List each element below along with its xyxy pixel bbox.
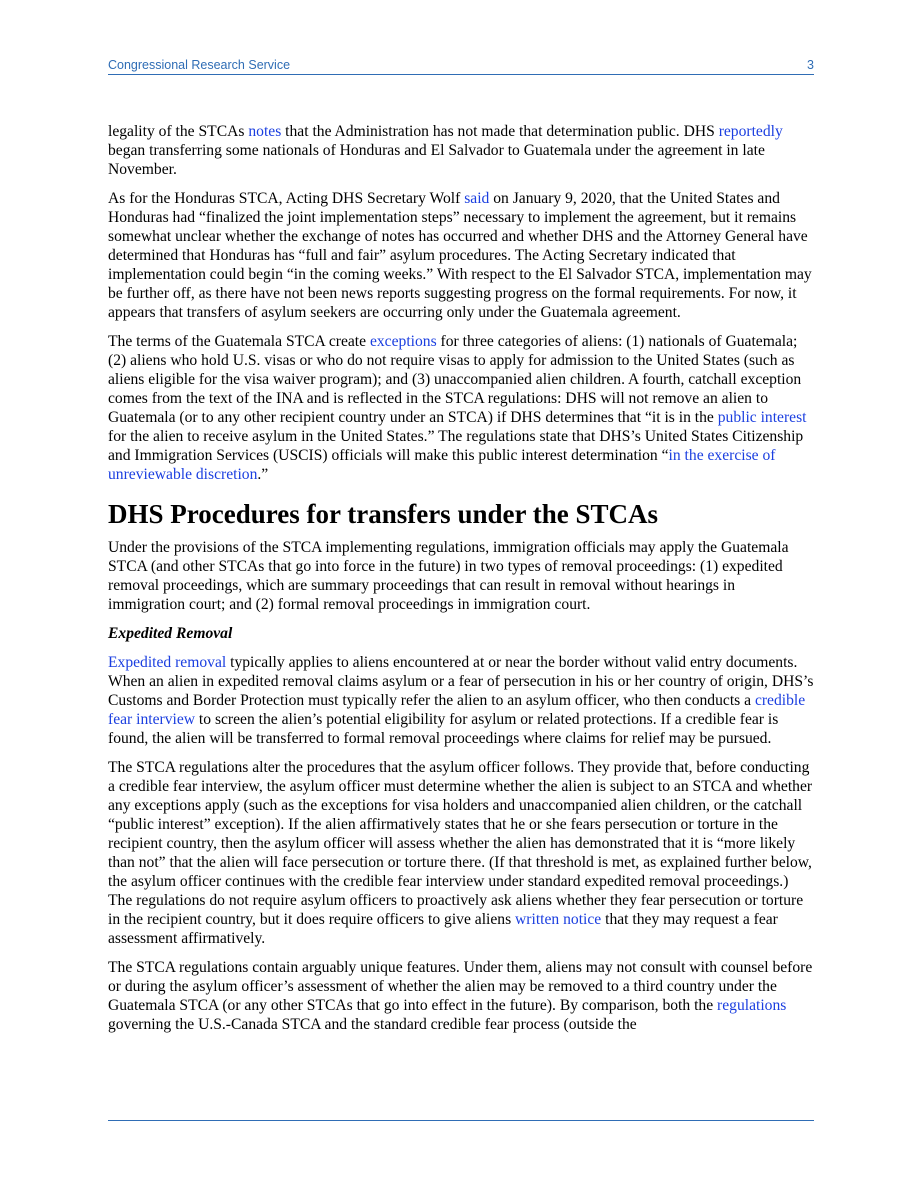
said-link[interactable]: said <box>464 190 490 207</box>
subheading-expedited-removal: Expedited Removal <box>108 625 233 642</box>
unreviewable-discretion-link[interactable]: in the exercise of unreviewable discretion <box>108 447 776 483</box>
paragraph-1: legality of the STCAs notes that the Administration has not made that determination public. DHS reportedly began transferring some nationals of Honduras and El Salvador to Guatemala under the agreement in late November. <box>108 123 783 178</box>
footer-divider <box>108 1120 814 1121</box>
expedited-removal-link[interactable]: Expedited removal <box>108 654 227 671</box>
header-source: Congressional Research Service <box>108 58 291 72</box>
written-notice-link[interactable]: written notice <box>515 911 602 928</box>
notes-link[interactable]: notes <box>248 123 282 140</box>
paragraph-5: Expedited removal typically applies to aliens encountered at or near the border without valid entry documents. When an alien in expedited removal claims asylum or a fear of persecution in his or her country of origin, DHS’s Customs and Border Protection must typically refer the alien to an asylum officer, who then conducts a credible fear interview to screen the alien’s potential eligibility for asylum or related protections. If a credible fear is found, the alien will be transferred to formal removal proceedings where claims for relief may be pursued. <box>108 654 814 747</box>
paragraph-4: Under the provisions of the STCA implementing regulations, immigration officials may apply the Guatemala STCA (and other STCAs that go into force in the future) in two types of removal proceedings: (1) expedited removal proceedings, which are summary proceedings that can result in removal without hearings in immigration court; and (2) formal removal proceedings in immigration court. <box>108 539 789 613</box>
header-divider <box>108 74 814 75</box>
exceptions-link[interactable]: exceptions <box>369 333 437 350</box>
section-heading: DHS Procedures for transfers under the STCAs <box>108 499 658 529</box>
paragraph-7: The STCA regulations contain arguably unique features. Under them, aliens may not consult with counsel before or during the asylum officer’s assessment of whether the alien may be removed to a third country under the Guatemala STCA (or any other STCAs that go into effect in the future). By comparison, both the regulations governing the U.S.-Canada STCA and the standard credible fear process (outside the <box>108 959 813 1033</box>
paragraph-3: The terms of the Guatemala STCA create exceptions for three categories of aliens: (1) nationals of Guatemala; (2) aliens who hold U.S. visas or who do not require visas to apply for admission to the United States (such as aliens eligible for the visa waiver program); and (3) unaccompanied alien children. A fourth, catchall exception comes from the text of the INA and is reflected in the STCA regulations: DHS will not remove an alien to Guatemala (or to any other recipient country under an STCA) if DHS determines that “it is in the public interest for the alien to receive asylum in the United States.” The regulations state that DHS’s United States Citizenship and Immigration Services (USCIS) officials will make this public interest determination “in the exercise of unreviewable discretion.” <box>108 333 807 483</box>
credible-fear-interview-link[interactable]: credible fear interview <box>108 692 806 728</box>
reportedly-link[interactable]: reportedly <box>718 123 783 140</box>
body-content <box>108 122 814 1044</box>
paragraph-2: As for the Honduras STCA, Acting DHS Secretary Wolf said on January 9, 2020, that the United States and Honduras had “finalized the joint implementation steps” necessary to implement the agreement, but it remains somewhat unclear whether the exchange of notes has occurred and whether DHS and the Attorney General have determined that Honduras has “full and fair” asylum procedures. The Acting Secretary indicated that implementation could begin “in the coming weeks.” With respect to the El Salvador STCA, implementation may be further off, as there have not been news reports suggesting progress on the formal requirements. For now, it appears that transfers of asylum seekers are occurring only under the Guatemala agreement. <box>108 190 812 321</box>
public-interest-link[interactable]: public interest <box>717 409 807 426</box>
regulations-link[interactable]: regulations <box>717 997 787 1014</box>
page-number: 3 <box>807 58 814 72</box>
paragraph-6: The STCA regulations alter the procedures that the asylum officer follows. They provide that, before conducting a credible fear interview, the asylum officer must determine whether the alien is subject to an STCA and whether any exceptions apply (such as the exceptions for visa holders and unaccompanied alien children, or the catchall “public interest” exception). If the alien affirmatively states that he or she fears persecution or torture in the recipient country, then the asylum officer will assess whether the alien has demonstrated that it is “more likely than not” that the alien will face persecution or torture there. (If that threshold is met, as explained further below, the asylum officer continues with the credible fear interview under standard expedited removal proceedings.) The regulations do not require asylum officers to proactively ask aliens whether they fear persecution or torture in the recipient country, but it does require officers to give aliens written notice that they may request a fear assessment affirmatively. <box>108 759 813 947</box>
